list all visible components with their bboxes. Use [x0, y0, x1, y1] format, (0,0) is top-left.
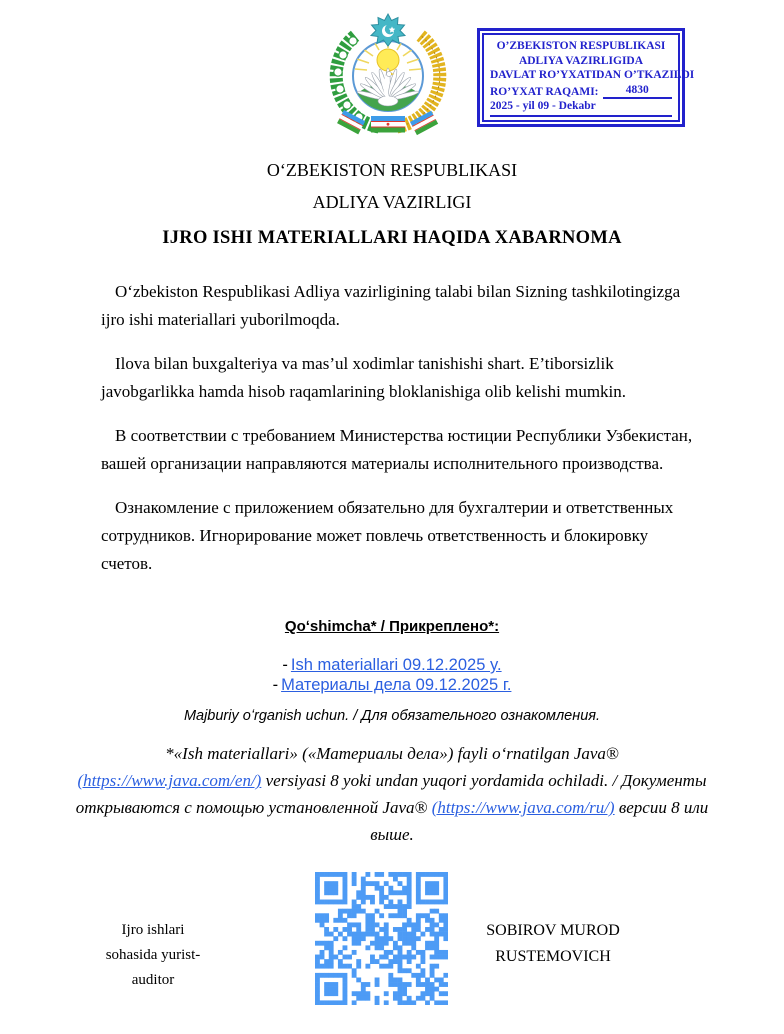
qr-code-icon	[315, 872, 448, 1005]
signer-role-line3: auditor	[131, 972, 175, 988]
java-note-text-3: версии 8 или выше.	[370, 798, 709, 844]
attachment-row	[0, 656, 784, 676]
signer-name-line1: SOBIROV MUROD	[486, 922, 620, 939]
java-requirement-note	[0, 740, 784, 848]
signer-role	[93, 918, 213, 993]
signer-name	[463, 918, 643, 970]
attachment-row	[0, 676, 784, 696]
letterhead	[0, 0, 784, 148]
registration-stamp	[477, 28, 695, 127]
attachments-heading: Qoʻshimcha* / Прикреплено*:	[284, 618, 500, 635]
org-name-line2: ADLIYA VAZIRLIGI	[312, 192, 472, 212]
attachment-bullet: -	[282, 656, 288, 674]
org-name-line1: OʻZBEKISTON RESPUBLIKASI	[266, 160, 518, 180]
java-note-text-2: versiyasi 8 yoki undan yuqori yordamida ochiladi. / Документы открываются с помощью установленной Java®	[75, 771, 707, 817]
paragraph-ru-1: В соответствии с требованием Министерства юстиции Республики Узбекистан, вашей организации направляются материалы исполнительного производства.	[101, 426, 693, 473]
stamp-registered-line: DAVLAT RO’YXATIDAN O’TKAZILDI	[490, 69, 695, 81]
signer-name-line2: RUSTEMOVICH	[495, 948, 611, 965]
stamp-reg-number-label: RO’YXAT RAQAMI:	[490, 85, 599, 98]
attachments-section	[0, 594, 784, 724]
paragraph-uz-2: Ilova bilan buxgalteriya va mas’ul xodimlar tanishishi shart. E’tiborsizlik javobgarlikka hamda hisob raqamlarining bloklanishiga olib kelishi mumkin.	[101, 354, 627, 401]
body-text	[0, 278, 784, 578]
document-title: IJRO ISHI MATERIALLARI HAQIDA XABARNOMA	[162, 228, 622, 248]
uzbekistan-coat-of-arms-icon	[318, 12, 458, 142]
stamp-org-line1: O’ZBEKISTON RESPUBLIKASI	[496, 40, 666, 52]
attachment-bullet: -	[272, 675, 279, 694]
stamp-org-line2: ADLIYA VAZIRLIGIDA	[518, 54, 644, 67]
java-link-en[interactable]: (https://www.java.com/en/)	[77, 771, 262, 790]
mandatory-note: Majburiy oʻrganish uchun. / Для обязательного ознакомления.	[183, 708, 601, 724]
attachment-link-ish-materiallari[interactable]: Ish materiallari 09.12.2025 y.	[290, 656, 502, 674]
paragraph-ru-2: Ознакомление с приложением обязательно для бухгалтерии и ответственных сотрудников. Игнорирование может повлечь ответственность и блокировку счетов.	[101, 498, 674, 573]
signature-block	[0, 872, 784, 1032]
java-link-ru[interactable]: (https://www.java.com/ru/)	[431, 798, 615, 817]
signer-role-line2: sohasida yurist-	[105, 947, 201, 963]
stamp-reg-number-value: 4830	[603, 83, 673, 100]
paragraph-uz-1: Oʻzbekiston Respublikasi Adliya vazirligining talabi bilan Sizning tashkilotingizga ijro ishi materiallari yuborilmoqda.	[101, 282, 681, 329]
stamp-date: 2025 - yil 09 - Dekabr	[490, 99, 672, 117]
java-note-text-1: *«Ish materiallari» («Материалы дела») fayli oʻrnatilgan Java®	[165, 744, 619, 763]
attachment-link-materialy-dela[interactable]: Материалы дела 09.12.2025 г.	[281, 675, 512, 694]
signer-role-line1: Ijro ishlari	[121, 922, 185, 938]
